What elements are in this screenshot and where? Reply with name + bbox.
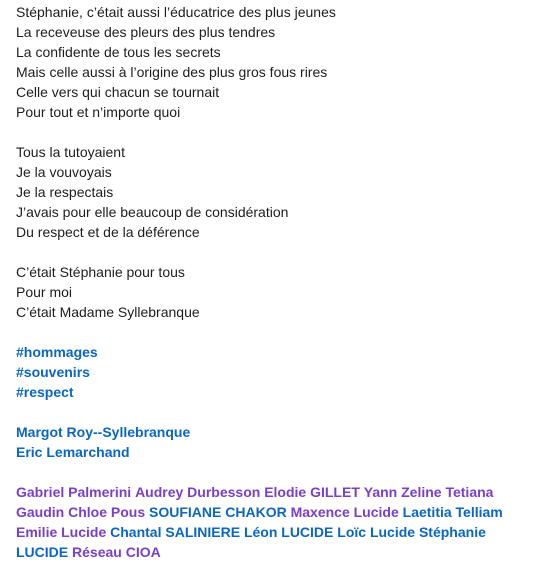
text-line: Du respect et de la déférence	[16, 224, 200, 240]
text-line: Je la respectais	[16, 184, 114, 200]
text-line: Je la vouvoyais	[16, 164, 112, 180]
mention-link[interactable]: SOUFIANE CHAKOR	[149, 504, 287, 520]
text-line: C’était Stéphanie pour tous	[16, 264, 185, 280]
mention-link[interactable]: Elodie GILLET	[264, 484, 360, 500]
text-line: Celle vers qui chacun se tournait	[16, 84, 220, 100]
mention-link[interactable]: Stéphanie LUCIDE	[16, 524, 486, 560]
mention-link[interactable]: Réseau CIOA	[72, 544, 161, 560]
spacer	[16, 322, 546, 342]
mention-link[interactable]: Laetitia Telliam	[402, 504, 503, 520]
text-line: Mais celle aussi à l’origine des plus gros fous rires	[16, 64, 328, 80]
stanza-3	[16, 262, 546, 322]
text-line: Pour tout et n’importe quoi	[16, 104, 181, 120]
spacer	[16, 122, 546, 142]
stanza-2	[16, 142, 546, 242]
text-line: La receveuse des pleurs des plus tendres	[16, 24, 276, 40]
hashtag-hommages[interactable]: #hommages	[16, 344, 98, 360]
text-line: J’avais pour elle beaucoup de considération	[16, 204, 289, 220]
text-line: La confidente de tous les secrets	[16, 44, 221, 60]
hashtag-list	[16, 342, 546, 402]
stanza-1	[16, 2, 546, 122]
spacer	[16, 402, 546, 422]
text-line: Stéphanie, c’était aussi l’éducatrice des plus jeunes	[16, 4, 336, 20]
mention-link[interactable]: Yann Zeline	[363, 484, 442, 500]
mention-link[interactable]: Margot Roy--Syllebranque	[16, 424, 191, 440]
spacer	[16, 462, 546, 482]
mention-link[interactable]: Chloe Pous	[68, 504, 146, 520]
mention-link[interactable]: Léon LUCIDE	[243, 524, 334, 540]
mention-link[interactable]: Audrey Durbesson	[135, 484, 261, 500]
mention-list-primary	[16, 422, 546, 462]
mention-link[interactable]: Emilie Lucide	[16, 524, 107, 540]
mention-link[interactable]: Maxence Lucide	[290, 504, 399, 520]
mention-list-tagged	[16, 482, 516, 562]
mention-link[interactable]: Loïc Lucide	[337, 524, 416, 540]
spacer	[16, 242, 546, 262]
text-line: C’était Madame Syllebranque	[16, 304, 200, 320]
hashtag-respect[interactable]: #respect	[16, 384, 74, 400]
hashtag-souvenirs[interactable]: #souvenirs	[16, 364, 90, 380]
text-line: Pour moi	[16, 284, 73, 300]
mention-link[interactable]: Tetiana Gaudin	[16, 484, 494, 520]
mention-link[interactable]: Gabriel Palmerini	[16, 484, 132, 500]
mention-link[interactable]: Eric Lemarchand	[16, 444, 130, 460]
text-line: Tous la tutoyaient	[16, 144, 125, 160]
mention-link[interactable]: Chantal SALINIERE	[110, 524, 241, 540]
